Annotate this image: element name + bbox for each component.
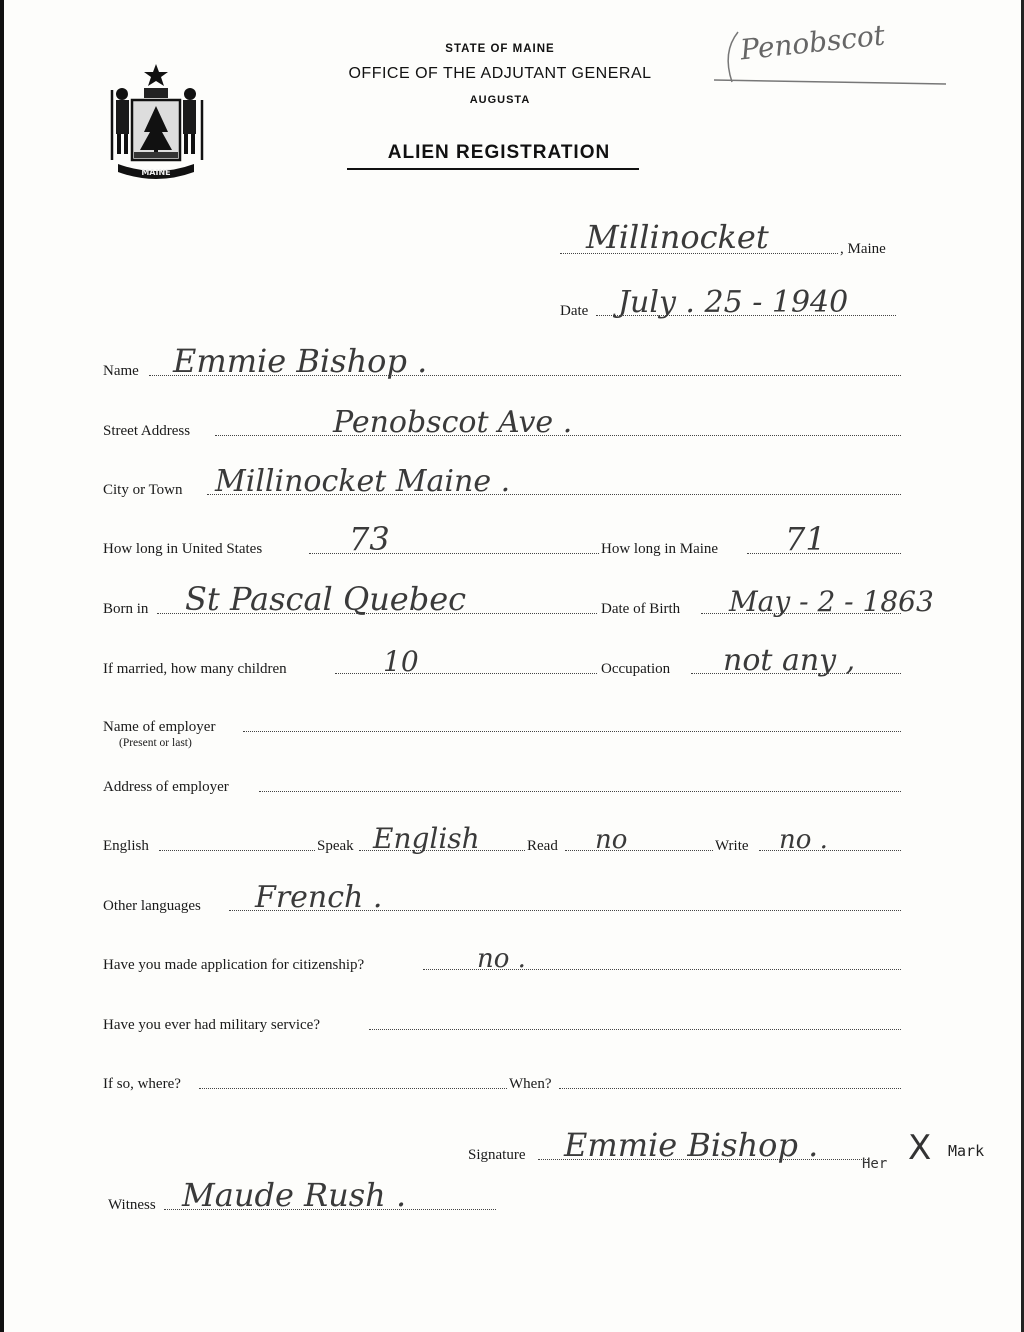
other-languages-row: [103, 880, 903, 915]
english-row: [103, 822, 903, 855]
citizenship-label: Have you made application for citizenship?: [103, 957, 365, 973]
read-line: [565, 850, 713, 851]
title-underline: [347, 168, 639, 170]
employer-address-row: [103, 766, 903, 796]
employer-address-line: [259, 791, 901, 792]
english-label: English: [103, 838, 149, 854]
born-in-value: St Pascal Quebec: [185, 580, 467, 618]
speak-label: Speak: [317, 838, 354, 854]
date-of-birth-value: May - 2 - 1863: [729, 585, 934, 618]
date-value: July . 25 - 1940: [618, 285, 849, 320]
born-in-label: Born in: [103, 601, 149, 617]
street-value: Penobscot Ave .: [333, 405, 573, 440]
form-title: ALIEN REGISTRATION: [387, 142, 611, 163]
occupation-value: not any ,: [723, 643, 856, 678]
where-line: [199, 1088, 507, 1089]
her-label: Her: [862, 1156, 888, 1172]
other-languages-label: Other languages: [103, 898, 201, 914]
service-detail-row: [103, 1063, 903, 1093]
location-suffix: , Maine: [840, 241, 886, 257]
where-label: If so, where?: [103, 1076, 181, 1092]
employer-line: [243, 731, 901, 732]
header-city: AUGUSTA: [469, 94, 531, 106]
citizenship-value: no .: [477, 944, 526, 974]
children-label: If married, how many children: [103, 661, 287, 677]
employer-label: Name of employer: [103, 719, 216, 735]
when-line: [559, 1088, 901, 1089]
witness-row: [108, 1176, 508, 1214]
date-of-birth-label: Date of Birth: [601, 601, 681, 617]
children-value: 10: [383, 645, 419, 678]
county-note: Penobscot: [738, 18, 887, 67]
military-row: [103, 1004, 903, 1034]
residency-row: [103, 520, 903, 558]
children-line: [335, 673, 597, 674]
city-label: City or Town: [103, 482, 183, 498]
witness-value: Maude Rush .: [182, 1176, 407, 1214]
name-label: Name: [103, 363, 139, 379]
speak-value: English: [373, 822, 480, 855]
header-office: OFFICE OF THE ADJUTANT GENERAL: [348, 65, 652, 82]
how-long-us-label: How long in United States: [103, 541, 263, 557]
city-value: Millinocket Maine .: [215, 464, 511, 499]
read-label: Read: [527, 838, 558, 854]
citizenship-row: [103, 944, 903, 974]
name-value: Emmie Bishop .: [173, 342, 428, 380]
military-label: Have you ever had military service?: [103, 1017, 320, 1033]
when-label: When?: [509, 1076, 552, 1092]
street-label: Street Address: [103, 423, 191, 439]
employer-sublabel: (Present or last): [119, 737, 192, 749]
mark-label: Mark: [948, 1142, 985, 1160]
date-row: [560, 285, 910, 320]
street-row: [103, 405, 903, 440]
occupation-label: Occupation: [601, 661, 671, 677]
write-value: no .: [779, 825, 828, 855]
signature-x-mark: X: [908, 1128, 932, 1168]
signature-label: Signature: [468, 1147, 526, 1163]
location-row: [560, 218, 910, 258]
employer-row: [103, 706, 903, 736]
military-line: [369, 1029, 901, 1030]
signature-value: Emmie Bishop .: [564, 1126, 819, 1164]
employer-address-label: Address of employer: [103, 779, 229, 795]
read-value: no: [595, 825, 628, 855]
name-row: [103, 342, 903, 380]
how-long-us-value: 73: [349, 520, 390, 558]
state-seal-icon: [104, 60, 208, 182]
write-label: Write: [715, 838, 749, 854]
other-languages-value: French .: [255, 880, 383, 915]
birth-row: [103, 580, 934, 618]
signature-row: [468, 1124, 1008, 1172]
how-long-maine-label: How long in Maine: [601, 541, 719, 557]
date-label: Date: [560, 303, 589, 319]
witness-label: Witness: [108, 1197, 156, 1213]
english-line: [159, 850, 315, 851]
how-long-maine-value: 71: [785, 520, 826, 558]
header-state: STATE OF MAINE: [445, 43, 555, 55]
seal-text: MAINE: [141, 168, 171, 177]
city-row: [103, 464, 903, 499]
family-row: [103, 643, 903, 678]
location-value: Millinocket: [586, 218, 769, 256]
